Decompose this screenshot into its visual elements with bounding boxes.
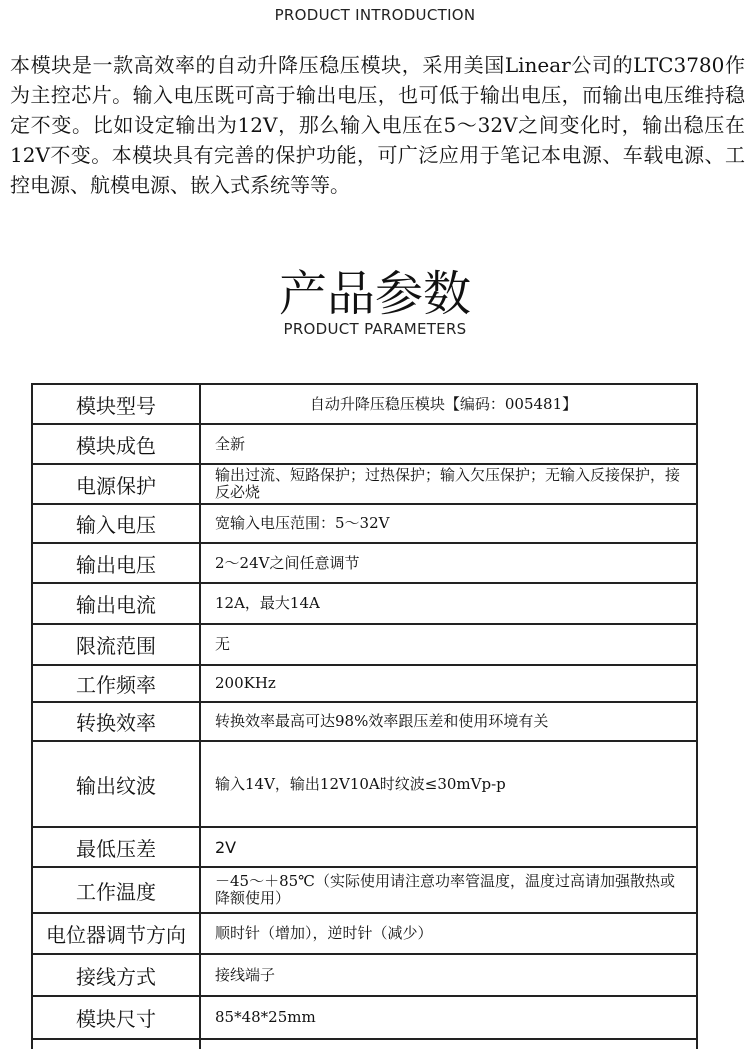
param-key: 输出电压 (32, 543, 200, 583)
param-key: 输出电流 (32, 583, 200, 624)
param-value: 自动升降压稳压模块【编码：005481】 (200, 384, 697, 424)
param-key: 转换效率 (32, 702, 200, 741)
table-row (32, 954, 697, 996)
param-key: 电位器调节方向 (32, 913, 200, 954)
table-row (32, 996, 697, 1039)
table-row (32, 913, 697, 954)
param-value: －45～＋85℃（实际使用请注意功率管温度，温度过高请加强散热或降额使用） (200, 867, 697, 913)
table-row (32, 504, 697, 543)
param-value: 无 (200, 624, 697, 665)
param-value: 200KHz (200, 665, 697, 702)
param-key: 接线方式 (32, 954, 200, 996)
param-key: 输入电压 (32, 504, 200, 543)
param-value: 85*48*25mm (200, 996, 697, 1039)
table-row (32, 384, 697, 424)
param-key: 电源保护 (32, 464, 200, 504)
params-table (31, 383, 698, 1049)
table-row (32, 624, 697, 665)
table-row (32, 583, 697, 624)
param-key: 模块尺寸 (32, 996, 200, 1039)
param-value: 全新 (200, 424, 697, 464)
param-value: 输入14V，输出12V10A时纹波≤30mVp-p (200, 741, 697, 827)
table-row (32, 702, 697, 741)
param-key: 输出纹波 (32, 741, 200, 827)
param-key: 最低压差 (32, 827, 200, 867)
param-key: 模块型号 (32, 384, 200, 424)
param-value: 转换效率最高可达98%效率跟压差和使用环境有关 (200, 702, 697, 741)
table-row (32, 867, 697, 913)
table-row (32, 665, 697, 702)
param-value: 接线端子 (200, 954, 697, 996)
param-value: 2～24V之间任意调节 (200, 543, 697, 583)
table-row (32, 1039, 697, 1049)
table-row (32, 464, 697, 504)
param-value: 12A，最大14A (200, 583, 697, 624)
param-key (32, 1039, 200, 1049)
param-key: 限流范围 (32, 624, 200, 665)
intro-paragraph: 本模块是一款高效率的自动升降压稳压模块，采用美国Linear公司的LTC3780作为主控芯片。输入电压既可高于输出电压，也可低于输出电压，而输出电压维持稳定不变。比如设定输出为12V，那么输入电压在5～32V之间变化时，输出稳压在12V不变。本模块具有完善的保护功能，可广泛应用于笔记本电源、车载电源、工控电源、航模电源、嵌入式系统等等。 (10, 53, 745, 197)
param-value: 2V (200, 827, 697, 867)
intro-heading: PRODUCT INTRODUCTION (274, 6, 476, 24)
param-key: 工作温度 (32, 867, 200, 913)
param-key: 模块成色 (32, 424, 200, 464)
params-heading: 产品参数 (278, 266, 471, 322)
table-row (32, 741, 697, 827)
param-value: 顺时针（增加），逆时针（减少） (200, 913, 697, 954)
param-key: 工作频率 (32, 665, 200, 702)
table-row (32, 827, 697, 867)
params-subheading: PRODUCT PARAMETERS (283, 320, 467, 338)
param-value: 宽输入电压范围：5～32V (200, 504, 697, 543)
table-row (32, 543, 697, 583)
table-row (32, 424, 697, 464)
param-value: 输出过流、短路保护；过热保护；输入欠压保护；无输入反接保护，接反必烧 (200, 464, 697, 504)
param-value (200, 1039, 697, 1049)
